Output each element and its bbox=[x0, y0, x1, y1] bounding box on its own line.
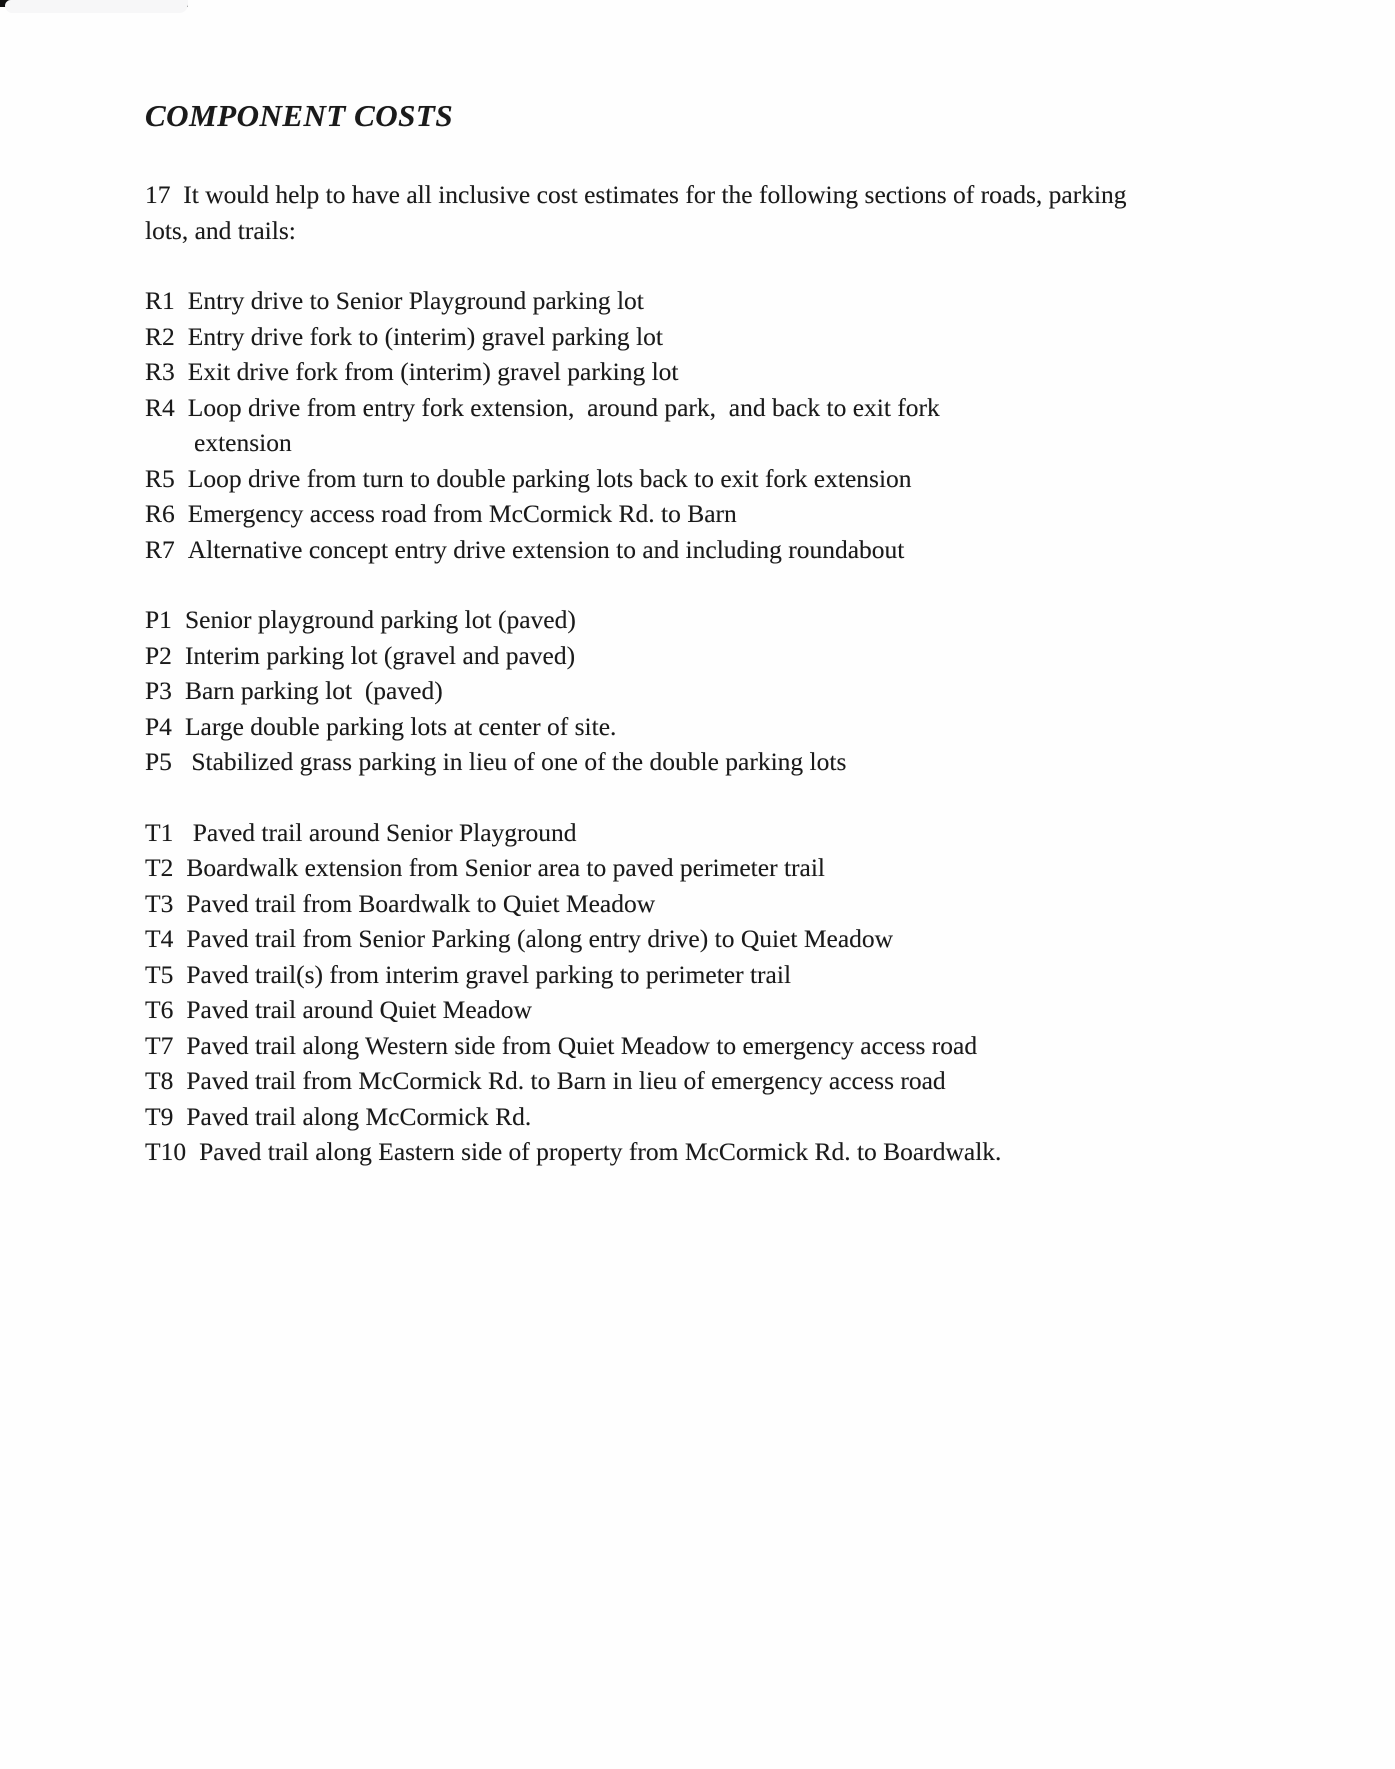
item-text: Paved trail along McCormick Rd. bbox=[186, 1101, 532, 1131]
parking-list bbox=[145, 602, 1395, 780]
item-text: Large double parking lots at center of site. bbox=[184, 711, 617, 741]
item-label: R6 bbox=[145, 499, 175, 528]
list-item-t3 bbox=[145, 886, 1395, 922]
list-item-p2 bbox=[145, 638, 1395, 674]
intro-paragraph bbox=[145, 177, 1395, 248]
list-item-r6 bbox=[145, 496, 1395, 532]
item-label: T10 bbox=[145, 1137, 187, 1166]
item-label: T1 bbox=[145, 817, 174, 847]
item-label: R3 bbox=[145, 357, 175, 386]
list-item-r1 bbox=[145, 283, 1395, 319]
item-text: Exit drive fork from (interim) gravel parking lot bbox=[187, 357, 679, 386]
item-label: R7 bbox=[145, 534, 175, 564]
item-label: R2 bbox=[145, 321, 175, 351]
item-label: P5 bbox=[145, 747, 172, 776]
item-text: Entry drive fork to (interim) gravel parking lot bbox=[187, 321, 663, 351]
item-label: P4 bbox=[145, 711, 172, 741]
item-label: T2 bbox=[145, 853, 174, 882]
item-label: P2 bbox=[145, 640, 172, 670]
item-text: Senior playground parking lot (paved) bbox=[184, 605, 576, 634]
item-label: R5 bbox=[145, 463, 175, 493]
list-item-t5 bbox=[145, 957, 1395, 993]
item-text: Paved trail along Western side from Quiet Meadow to emergency access road bbox=[186, 1030, 978, 1060]
item-label: T7 bbox=[145, 1030, 174, 1060]
list-item-r7 bbox=[145, 532, 1395, 568]
item-label: T3 bbox=[145, 888, 174, 918]
page-title: COMPONENT COSTS bbox=[145, 98, 454, 133]
list-item-p4 bbox=[145, 709, 1395, 745]
list-item-r3 bbox=[145, 354, 1395, 390]
item-text: Stabilized grass parking in lieu of one of the double parking lots bbox=[184, 747, 847, 776]
item-label: R4 bbox=[145, 392, 175, 422]
list-item-p1 bbox=[145, 602, 1395, 638]
item-text: Alternative concept entry drive extension to and including roundabout bbox=[187, 534, 905, 564]
item-text: Paved trail from Boardwalk to Quiet Meadow bbox=[186, 888, 656, 918]
item-label: T4 bbox=[145, 924, 174, 953]
item-text: Paved trail from McCormick Rd. to Barn in lieu of emergency access road bbox=[186, 1066, 946, 1095]
item-label: T6 bbox=[145, 995, 174, 1024]
item-label: T5 bbox=[145, 959, 174, 989]
item-text: Interim parking lot (gravel and paved) bbox=[184, 640, 576, 670]
item-text: Paved trail along Eastern side of property from McCormick Rd. to Boardwalk. bbox=[199, 1137, 1002, 1166]
item-label: T8 bbox=[145, 1066, 174, 1095]
item-text: Boardwalk extension from Senior area to paved perimeter trail bbox=[186, 853, 826, 882]
list-item-t2 bbox=[145, 850, 1395, 886]
list-item-r5 bbox=[145, 461, 1395, 497]
intro-line-1: 17 It would help to have all inclusive cost estimates for the following sections of roads, parking bbox=[145, 180, 1127, 209]
list-item-r2 bbox=[145, 319, 1395, 355]
item-label: P1 bbox=[145, 605, 172, 634]
item-text: Entry drive to Senior Playground parking lot bbox=[187, 286, 644, 315]
item-text: Barn parking lot (paved) bbox=[184, 676, 443, 705]
item-label: R1 bbox=[145, 286, 175, 315]
intro-line-2: lots, and trails: bbox=[145, 215, 296, 245]
list-item-t10 bbox=[145, 1134, 1395, 1170]
list-item-p5 bbox=[145, 744, 1395, 780]
list-item-r4 bbox=[145, 390, 1395, 426]
list-item-t1 bbox=[145, 815, 1395, 851]
item-text: Loop drive from entry fork extension, around park, and back to exit fork bbox=[187, 392, 940, 422]
list-item-t8 bbox=[145, 1063, 1395, 1099]
trails-list bbox=[145, 815, 1395, 1170]
list-item-r4-continuation: extension bbox=[194, 428, 292, 457]
list-item-t7 bbox=[145, 1028, 1395, 1064]
item-text: Paved trail around Senior Playground bbox=[186, 817, 577, 847]
list-item-t6 bbox=[145, 992, 1395, 1028]
item-text: Paved trail from Senior Parking (along entry drive) to Quiet Meadow bbox=[186, 924, 894, 953]
item-label: T9 bbox=[145, 1101, 174, 1131]
list-item-t4 bbox=[145, 921, 1395, 957]
item-label: P3 bbox=[145, 676, 172, 705]
list-item-p3 bbox=[145, 673, 1395, 709]
list-item-t9 bbox=[145, 1099, 1395, 1135]
item-text: Paved trail(s) from interim gravel parking to perimeter trail bbox=[186, 959, 792, 989]
item-text: Emergency access road from McCormick Rd. to Barn bbox=[187, 499, 737, 528]
item-text: Paved trail around Quiet Meadow bbox=[186, 995, 532, 1024]
roads-list bbox=[145, 283, 1395, 567]
item-text: Loop drive from turn to double parking lots back to exit fork extension bbox=[187, 463, 912, 493]
